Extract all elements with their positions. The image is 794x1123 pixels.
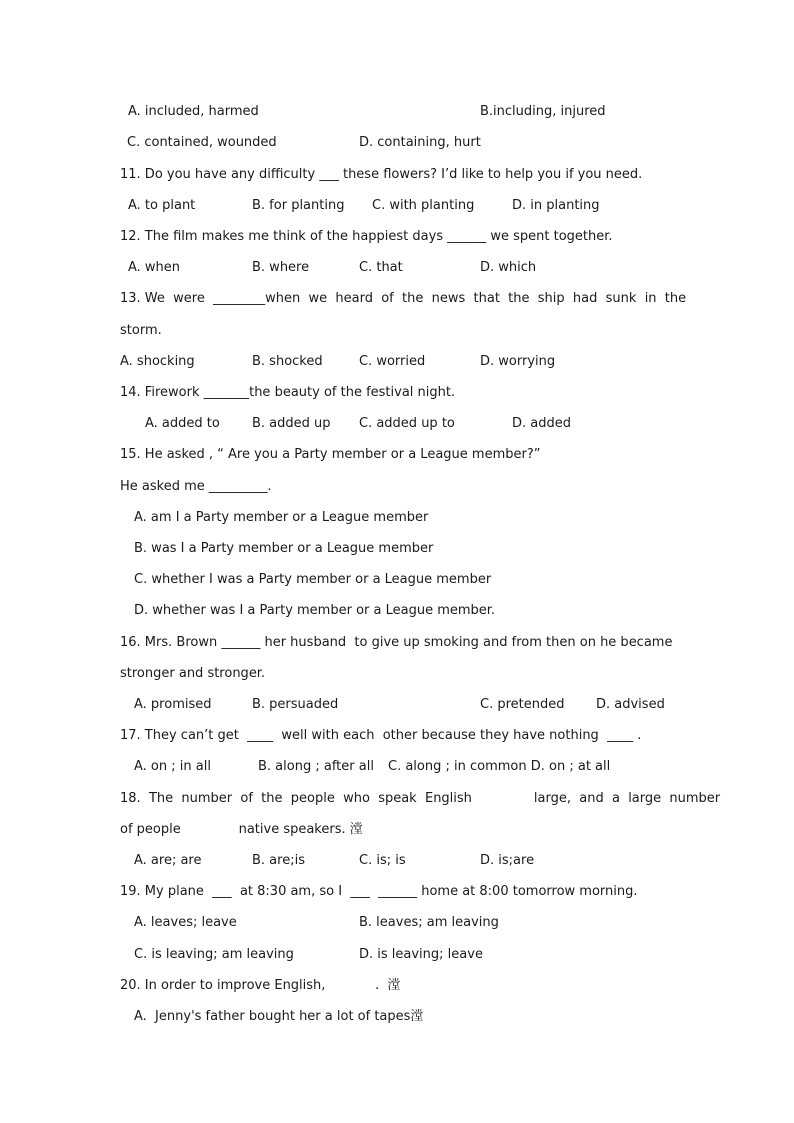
question-16-line-2: stronger and stronger.: [120, 666, 266, 681]
option-17-c-d: C. along ; in common D. on ; at all: [388, 759, 611, 774]
option-19-c: C. is leaving; am leaving: [134, 947, 294, 962]
question-17: 17. They can’t get ____ well with each other because they have nothing ____ .: [120, 728, 642, 743]
option-15-c: C. whether I was a Party member or a League member: [134, 572, 492, 587]
option-11-d: D. in planting: [512, 198, 600, 213]
question-15-line-1: 15. He asked , “ Are you a Party member or a League member?”: [120, 447, 541, 462]
question-18-line-1: 18. The number of the people who speak English large, and a large number: [120, 791, 721, 806]
question-13-line-2: storm.: [120, 323, 162, 338]
option-13-c: C. worried: [359, 354, 426, 369]
option-13-b: B. shocked: [252, 354, 323, 369]
option-10-b: B.including, injured: [480, 104, 606, 119]
option-12-c: C. that: [359, 260, 403, 275]
option-16-b: B. persuaded: [252, 697, 339, 712]
option-15-d: D. whether was I a Party member or a League member.: [134, 603, 496, 618]
question-16-line-1: 16. Mrs. Brown ______ her husband to give up smoking and from then on he became: [120, 635, 673, 650]
option-20-a: A. Jenny's father bought her a lot of tapes漟: [134, 1009, 424, 1024]
option-18-c: C. is; is: [359, 853, 406, 868]
question-15-line-2: He asked me _________.: [120, 479, 272, 494]
option-11-c: C. with planting: [372, 198, 475, 213]
option-14-b: B. added up: [252, 416, 331, 431]
option-14-c: C. added up to: [359, 416, 455, 431]
option-10-d: D. containing, hurt: [359, 135, 481, 150]
option-18-b: B. are;is: [252, 853, 305, 868]
question-11: 11. Do you have any difficulty ___ these flowers? I’d like to help you if you need.: [120, 167, 643, 182]
option-14-d: D. added: [512, 416, 571, 431]
option-19-a: A. leaves; leave: [134, 915, 237, 930]
option-13-d: D. worrying: [480, 354, 556, 369]
option-12-b: B. where: [252, 260, 310, 275]
option-18-a: A. are; are: [134, 853, 202, 868]
option-16-d: D. advised: [596, 697, 665, 712]
question-12: 12. The film makes me think of the happiest days ______ we spent together.: [120, 229, 613, 244]
question-13-line-1: 13. We were ________when we heard of the news that the ship had sunk in the: [120, 291, 687, 306]
option-17-b: B. along ; after all: [258, 759, 374, 774]
option-19-d: D. is leaving; leave: [359, 947, 483, 962]
option-10-a: A. included, harmed: [128, 104, 259, 119]
option-10-c: C. contained, wounded: [127, 135, 277, 150]
option-12-d: D. which: [480, 260, 537, 275]
option-16-a: A. promised: [134, 697, 212, 712]
option-11-a: A. to plant: [128, 198, 196, 213]
option-15-b: B. was I a Party member or a League member: [134, 541, 434, 556]
option-16-c: C. pretended: [480, 697, 565, 712]
option-11-b: B. for planting: [252, 198, 345, 213]
question-19: 19. My plane ___ at 8:30 am, so I ___ ______ home at 8:00 tomorrow morning.: [120, 884, 638, 899]
question-14: 14. Firework _______the beauty of the festival night.: [120, 385, 456, 400]
option-13-a: A. shocking: [120, 354, 195, 369]
option-19-b: B. leaves; am leaving: [359, 915, 499, 930]
option-12-a: A. when: [128, 260, 181, 275]
option-18-d: D. is;are: [480, 853, 535, 868]
option-15-a: A. am I a Party member or a League member: [134, 510, 429, 525]
question-20: 20. In order to improve English, . 漟: [120, 978, 401, 993]
question-18-line-2: of people native speakers. 漟: [120, 822, 363, 837]
option-17-a: A. on ; in all: [134, 759, 211, 774]
option-14-a: A. added to: [145, 416, 220, 431]
